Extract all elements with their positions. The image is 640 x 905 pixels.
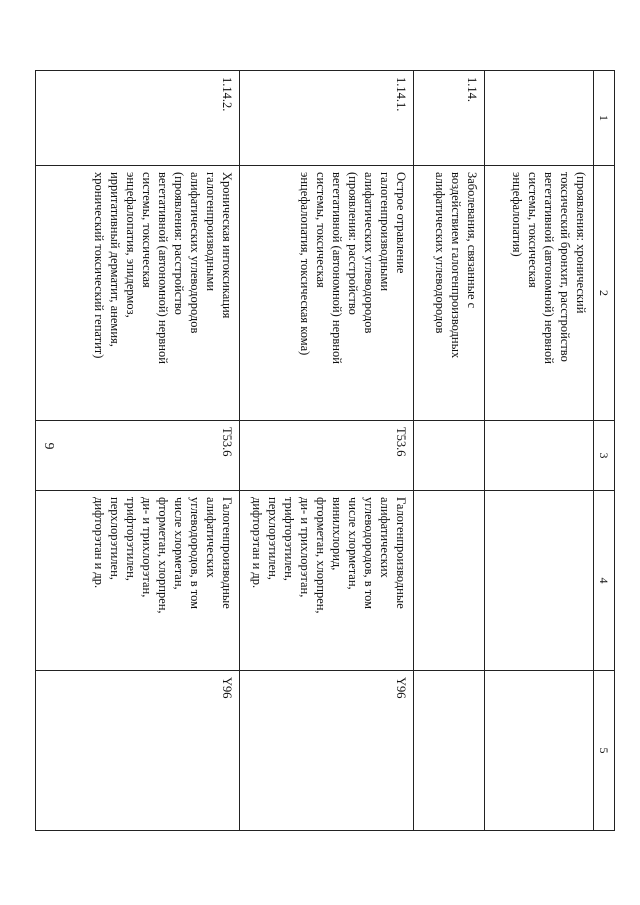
cell-extra-code: Y96 — [240, 671, 414, 831]
cell-agent — [485, 491, 594, 671]
header-col-2: 2 — [594, 166, 615, 421]
table-header-row — [594, 71, 615, 831]
rotated-table-container — [75, 70, 615, 830]
cell-disease-name: Хроническая интоксикация галогенпроизводными алифатических углеводородов (проявления: расстройство вегетативной (автономной) нервной системы, токсическая энцефалопатия, эпидермоз, ирритативный дерматит, анемия, хронический токсический гепатит) — [36, 166, 240, 421]
header-col-4: 4 — [594, 491, 615, 671]
header-col-1: 1 — [594, 71, 615, 166]
table-row — [485, 71, 594, 831]
cell-code: 1.14. — [414, 71, 485, 166]
disease-table — [35, 70, 615, 831]
cell-disease-name: Острое отравление галогенпроизводными алифатических углеводородов (проявления: расстройство вегетативной (автономной) нервной системы, токсическая энцефалопатия, токсическая кома) — [240, 166, 414, 421]
cell-disease-name: (проявления: хронический токсический бронхит, расстройство вегетативной (автономной) нервной системы, токсическая энцефалопатия) — [485, 166, 594, 421]
cell-code — [485, 71, 594, 166]
header-col-5: 5 — [594, 671, 615, 831]
cell-disease-name: Заболевания, связанные с воздействием галогенпроизводных алифатических углеводородов — [414, 166, 485, 421]
header-col-3: 3 — [594, 421, 615, 491]
cell-extra-code — [414, 671, 485, 831]
cell-icd-code: T53.6 — [240, 421, 414, 491]
table-row — [36, 71, 240, 831]
cell-icd-code: T53.6 — [36, 421, 240, 491]
cell-agent — [414, 491, 485, 671]
cell-extra-code — [485, 671, 594, 831]
cell-code: 1.14.2. — [36, 71, 240, 166]
cell-extra-code: Y96 — [36, 671, 240, 831]
cell-icd-code — [414, 421, 485, 491]
cell-icd-code — [485, 421, 594, 491]
cell-agent: Галогенпроизводные алифатических углеводородов, в том числе хлорметан, винилхлорид, фторметан, хлорпрен, ди- и трихлорэтан, трифторэтилен, перхлорэтилен, дифторэтан и др. — [240, 491, 414, 671]
page-number: 9 — [41, 442, 56, 450]
cell-code: 1.14.1. — [240, 71, 414, 166]
table-row — [240, 71, 414, 831]
table-row — [414, 71, 485, 831]
cell-agent: Галогенпроизводные алифатических углеводородов, в том числе хлорметан, фторметан, хлорпрен, ди- и трихлорэтан, трифторэтилен, перхлорэтилен, дифторэтан и др. — [36, 491, 240, 671]
